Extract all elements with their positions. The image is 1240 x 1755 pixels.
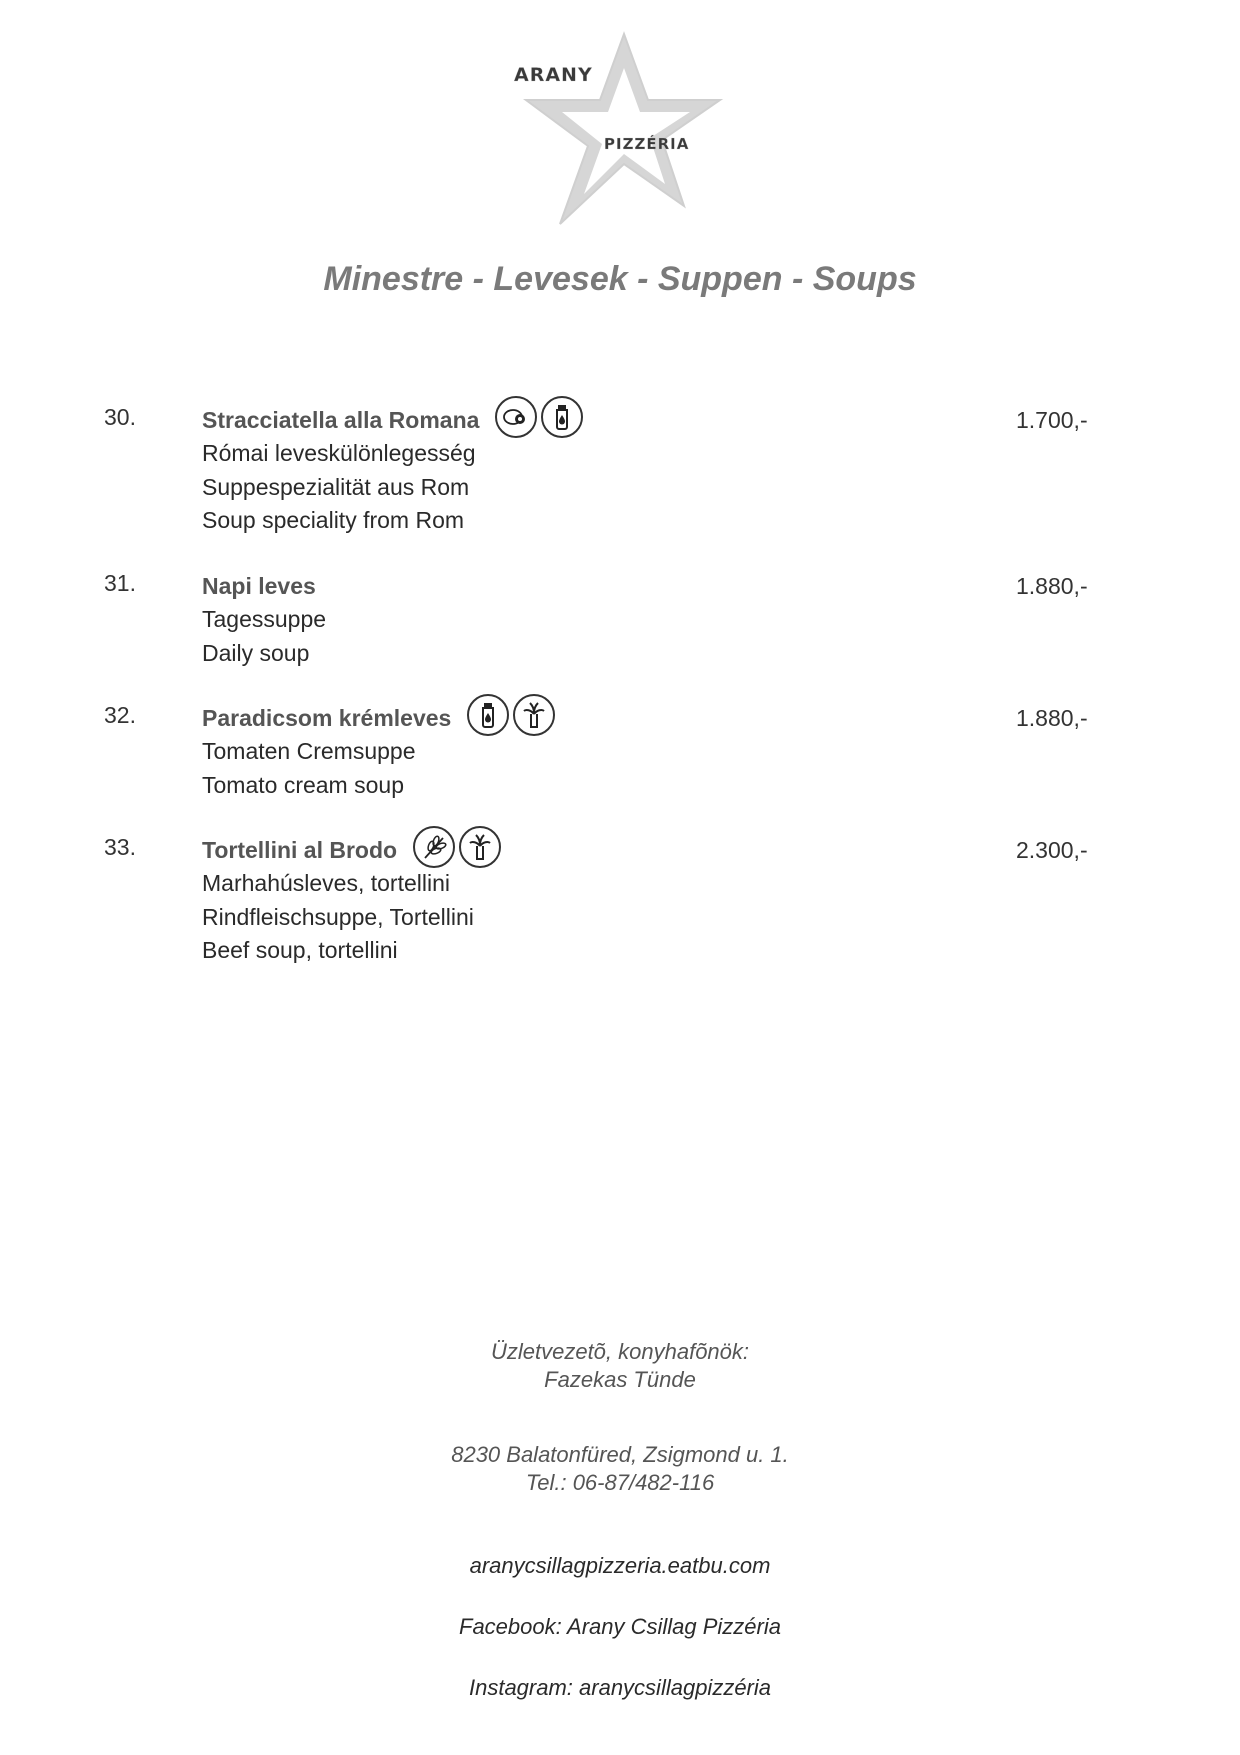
footer-facebook[interactable] — [0, 1613, 1240, 1641]
item-number: 31. — [104, 570, 136, 596]
allergen-icons — [413, 826, 501, 868]
celery-icon — [459, 826, 501, 868]
item-price: 1.880,- — [1016, 705, 1088, 731]
facebook-link[interactable]: Facebook: Arany Csillag Pizzéria — [459, 1614, 781, 1639]
item-name: Tortellini al Brodo — [202, 837, 398, 863]
item-description-hu: Marhahúsleves, tortellini — [202, 870, 451, 896]
star-logo-icon — [500, 28, 740, 228]
item-name: Napi leves — [202, 573, 316, 599]
phone: Tel.: 06-87/482-116 — [525, 1470, 715, 1495]
manager-label: Üzletvezetõ, konyhafõnök: — [490, 1339, 750, 1364]
milk-bottle-icon — [467, 694, 509, 736]
item-name: Paradicsom krémleves — [202, 705, 452, 731]
item-body — [202, 404, 583, 538]
logo — [500, 28, 740, 228]
celery-icon — [513, 694, 555, 736]
item-price: 2.300,- — [1016, 837, 1088, 863]
footer-address — [0, 1441, 1240, 1497]
item-number: 30. — [104, 404, 136, 430]
item-description-de: Rindfleischsuppe, Tortellini — [202, 903, 474, 930]
item-title-row — [202, 404, 583, 437]
wheat-icon — [413, 826, 455, 868]
footer-manager — [0, 1338, 1240, 1394]
section-title: Minestre - Levesek - Suppen - Soups — [323, 260, 917, 298]
address: 8230 Balatonfüred, Zsigmond u. 1. — [451, 1442, 789, 1467]
footer-website[interactable] — [0, 1552, 1240, 1580]
egg-icon — [495, 396, 537, 438]
allergen-icons — [467, 694, 555, 736]
item-title-row — [202, 570, 326, 603]
item-description-en: Beef soup, tortellini — [202, 937, 398, 963]
logo-word-arany: ARANY — [514, 64, 593, 86]
item-number: 32. — [104, 702, 136, 728]
item-description-en: Soup speciality from Rom — [202, 507, 465, 533]
item-body — [202, 702, 555, 802]
item-number: 33. — [104, 834, 136, 860]
item-title-row — [202, 834, 501, 867]
website-link[interactable]: aranycsillagpizzeria.eatbu.com — [469, 1553, 771, 1578]
item-price: 1.880,- — [1016, 573, 1088, 599]
allergen-icons — [495, 396, 583, 438]
item-description-en: Tomato cream soup — [202, 771, 404, 798]
item-description-de: Tomaten Cremsuppe — [202, 738, 416, 764]
item-description-hu: Római leveskülönlegesség — [202, 440, 476, 466]
item-description-en: Daily soup — [202, 639, 310, 666]
item-body — [202, 834, 501, 968]
item-description-de: Suppespezialität aus Rom — [202, 473, 470, 500]
item-description-de: Tagessuppe — [202, 606, 327, 632]
logo-word-pizzeria: PIZZÉRIA — [604, 135, 690, 153]
milk-bottle-icon — [541, 396, 583, 438]
instagram-link[interactable]: Instagram: aranycsillagpizzéria — [468, 1675, 772, 1700]
item-price: 1.700,- — [1016, 407, 1088, 433]
item-title-row — [202, 702, 555, 735]
item-name: Stracciatella alla Romana — [202, 407, 480, 433]
manager-name: Fazekas Tünde — [544, 1367, 696, 1392]
item-body — [202, 570, 326, 670]
footer-instagram[interactable] — [0, 1674, 1240, 1702]
